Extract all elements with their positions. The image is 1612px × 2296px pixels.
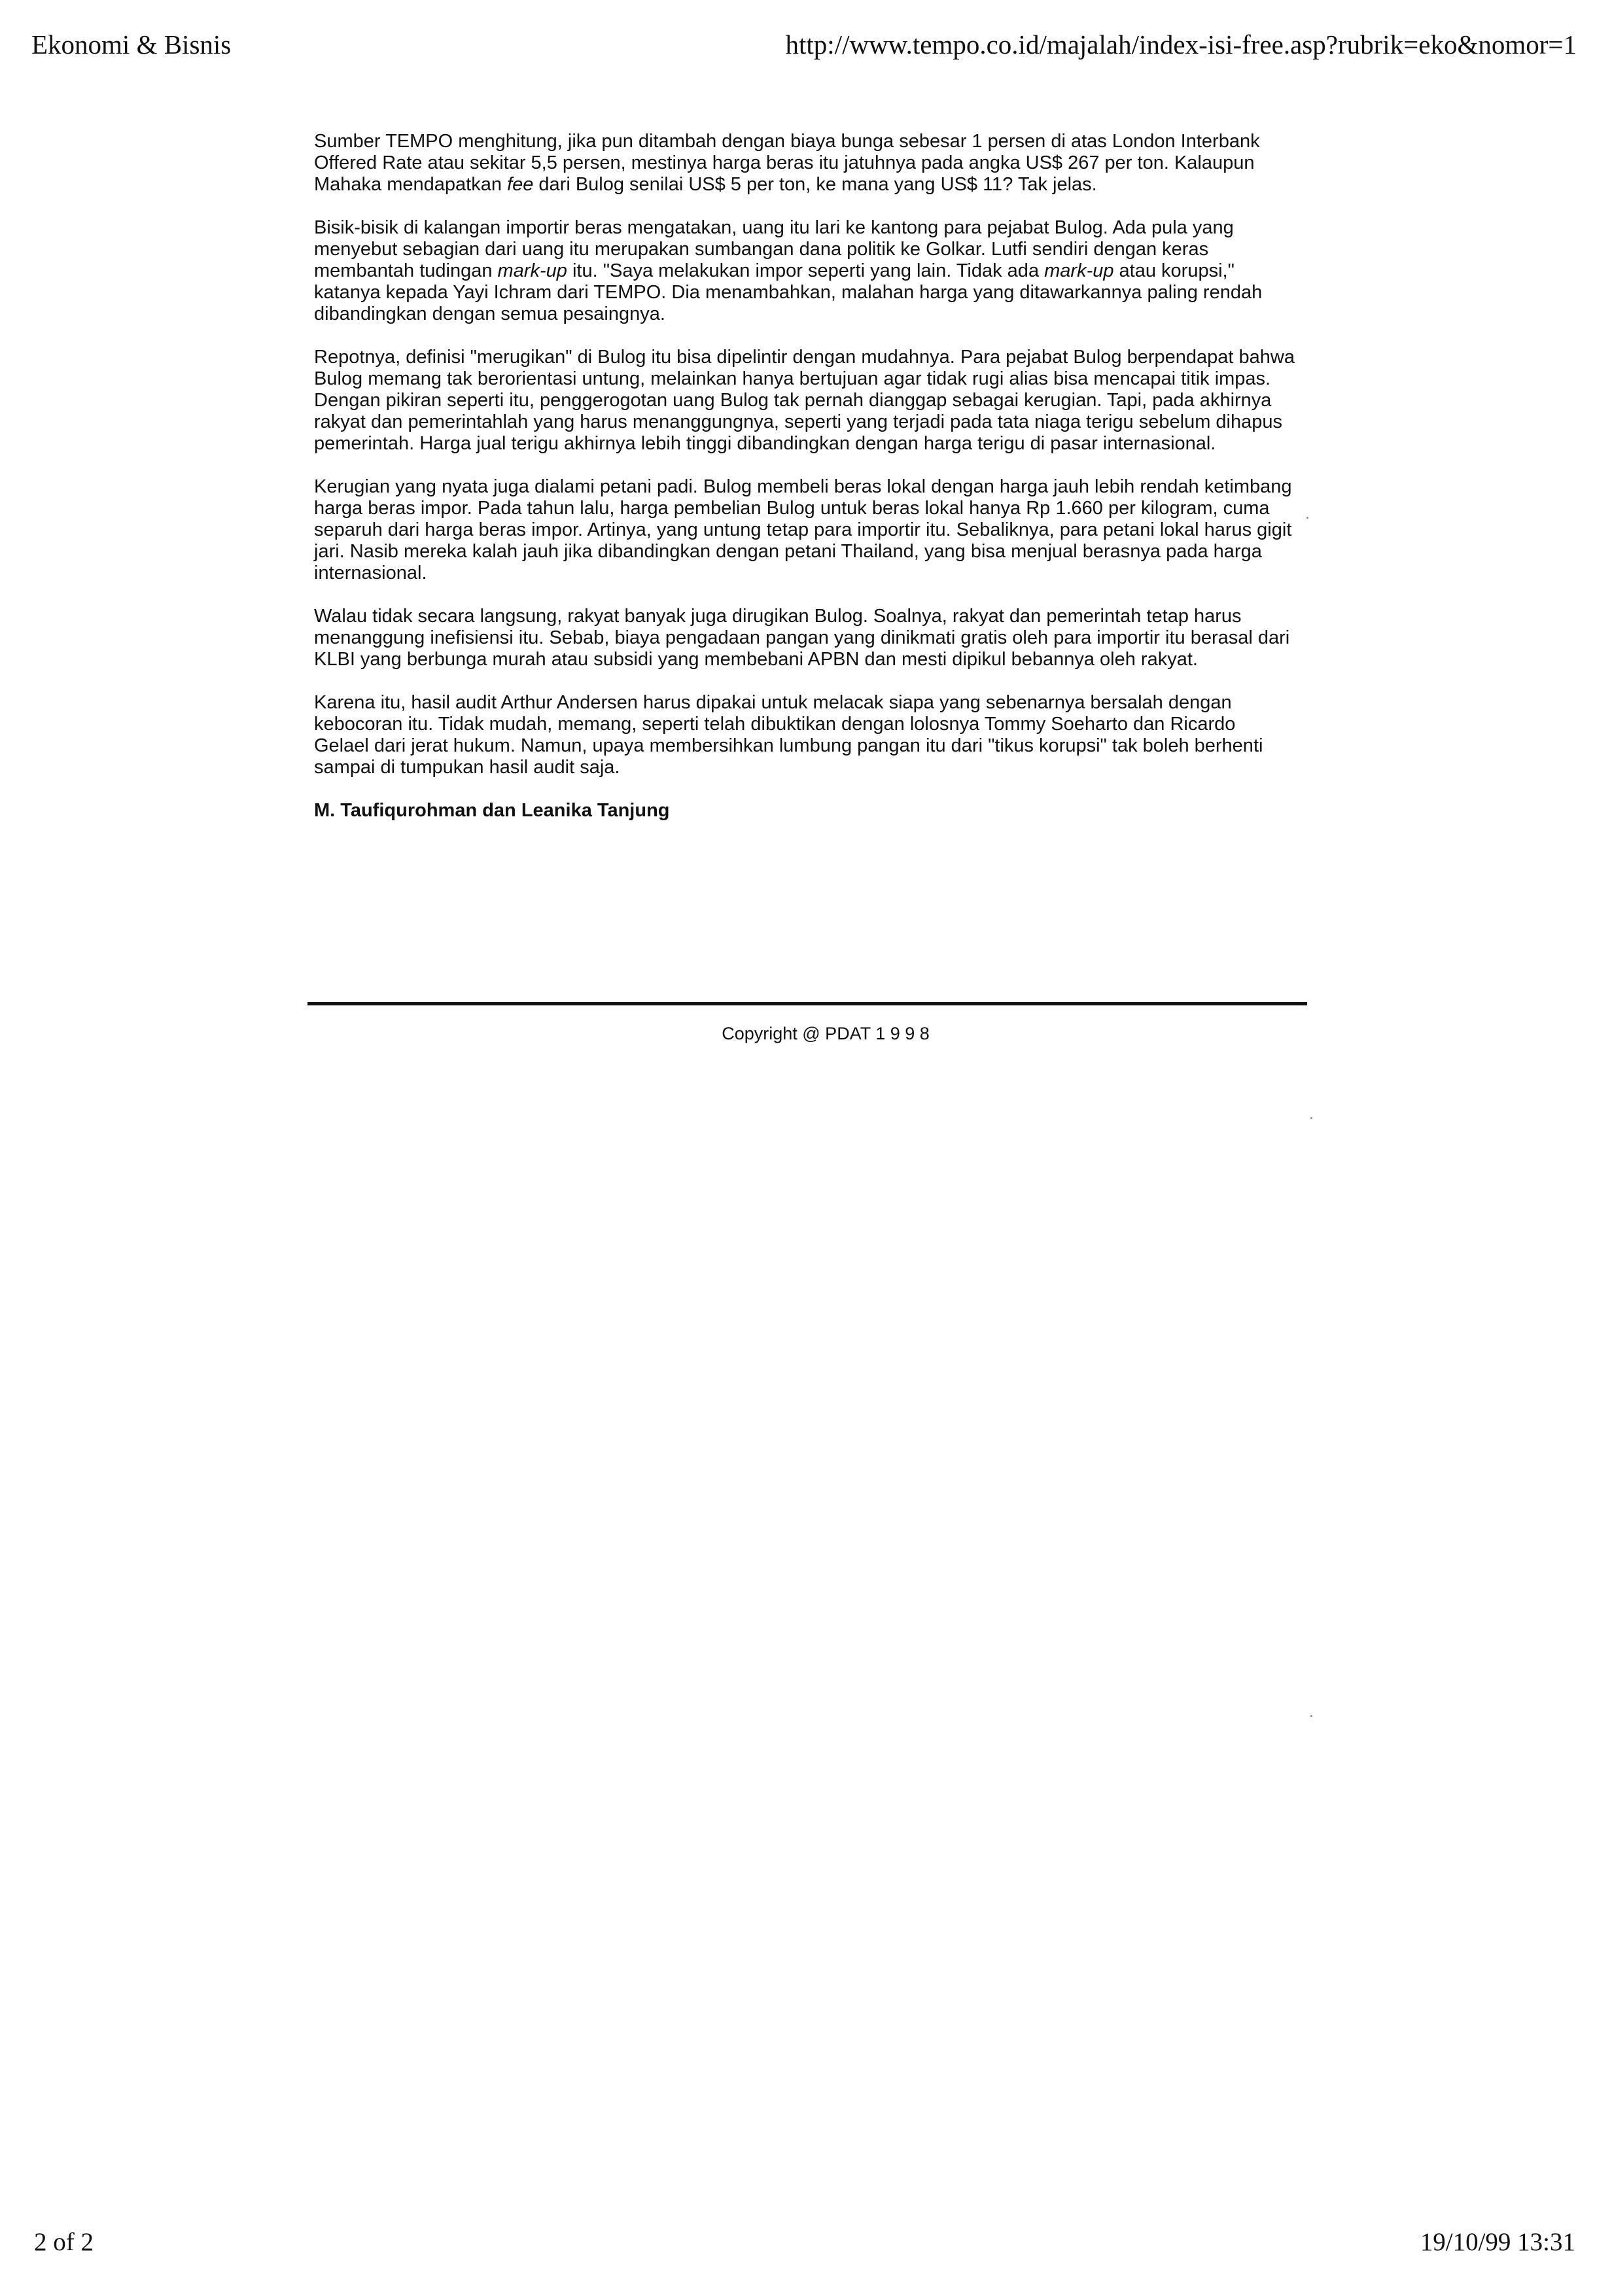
italic-term: mark-up	[497, 260, 567, 281]
text-run: atau korupsi," katanya kepada Yayi Ichram dari TEMPO. Dia menambahkan, malahan harga yang ditawarkannya paling rendah dibandingkan dengan semua pesaingnya.	[314, 260, 1263, 324]
text-run: Bisik-bisik di kalangan importir beras mengatakan, uang itu lari ke kantong para pejabat Bulog. Ada pula yang menyebut sebagian dari uang itu merupakan sumbangan dana politik ke Golkar. Lutfi sendiri dengan keras membantah tudingan	[314, 217, 1234, 281]
article-byline: M. Taufiqurohman dan Leanika Tanjung	[314, 800, 670, 821]
print-datetime: 19/10/99 13:31	[1420, 2228, 1575, 2256]
text-run: Karena itu, hasil audit Arthur Andersen harus dipakai untuk melacak siapa yang sebenarnya bersalah dengan kebocoran itu. Tidak mudah, memang, seperti telah dibuktikan dengan lolosnya Tommy Soeharto dan Ricardo Gelael dari jerat hukum. Namun, upaya membersihkan lumbung pangan itu dari "tikus korupsi" tak boleh berhenti sampai di tumpukan hasil audit saja.	[314, 692, 1263, 778]
article-paragraph	[314, 131, 1295, 196]
page-number: 2 of 2	[34, 2228, 94, 2256]
article-paragraph	[314, 217, 1295, 325]
scan-speck	[1310, 1715, 1312, 1717]
italic-term: fee	[507, 174, 534, 195]
text-run: Kerugian yang nyata juga dialami petani padi. Bulog membeli beras lokal dengan harga jauh lebih rendah ketimbang harga beras impor. Pada tahun lalu, harga pembelian Bulog untuk beras lokal hanya Rp 1.660 per kilogram, cuma separuh dari harga beras impor. Artinya, yang untung tetap para importir itu. Sebaliknya, para petani lokal harus gigit jari. Nasib mereka kalah jauh jika dibandingkan dengan petani Thailand, yang bisa menjual berasnya pada harga internasional.	[314, 476, 1292, 583]
article-paragraph	[314, 606, 1295, 670]
text-run: Walau tidak secara langsung, rakyat banyak juga dirugikan Bulog. Soalnya, rakyat dan pemerintah tetap harus menanggung inefisiensi itu. Sebab, biaya pengadaan pangan yang dinikmati gratis oleh para importir itu berasal dari KLBI yang berbunga murah atau subsidi yang membebani APBN dan mesti dipikul bebannya oleh rakyat.	[314, 606, 1290, 670]
text-run: dari Bulog senilai US$ 5 per ton, ke mana yang US$ 11? Tak jelas.	[533, 174, 1097, 195]
article-paragraph	[314, 347, 1295, 455]
article-paragraphs	[314, 131, 1295, 778]
page-header-section: Ekonomi & Bisnis	[31, 29, 232, 60]
scan-speck	[1306, 517, 1308, 519]
horizontal-rule	[307, 1002, 1307, 1005]
article-body	[314, 131, 1295, 822]
italic-term: mark-up	[1044, 260, 1114, 281]
copyright-notice: Copyright @ PDAT 1 9 9 8	[722, 1024, 930, 1043]
article-paragraph	[314, 692, 1295, 778]
text-run: itu. "Saya melakukan impor seperti yang lain. Tidak ada	[567, 260, 1045, 281]
page-header-url: http://www.tempo.co.id/majalah/index-isi-free.asp?rubrik=eko&nomor=1	[785, 29, 1577, 60]
text-run: Repotnya, definisi "merugikan" di Bulog itu bisa dipelintir dengan mudahnya. Para pejabat Bulog berpendapat bahwa Bulog memang tak berorientasi untung, melainkan hanya bertujuan agar tidak rugi alias bisa mencapai titik impas. Dengan pikiran seperti itu, penggerogotan uang Bulog tak pernah dianggap sebagai kerugian. Tapi, pada akhirnya rakyat dan pemerintahlah yang harus menanggungnya, seperti yang terjadi pada tata niaga terigu sebelum dihapus pemerintah. Harga jual terigu akhirnya lebih tinggi dibandingkan dengan harga terigu di pasar internasional.	[314, 347, 1295, 454]
article-paragraph	[314, 476, 1295, 584]
scan-speck	[1310, 1117, 1312, 1119]
text-run: Sumber TEMPO menghitung, jika pun ditambah dengan biaya bunga sebesar 1 persen di atas London Interbank Offered Rate atau sekitar 5,5 persen, mestinya harga beras itu jatuhnya pada angka US$ 267 per ton. Kalaupun Mahaka mendapatkan	[314, 131, 1260, 195]
